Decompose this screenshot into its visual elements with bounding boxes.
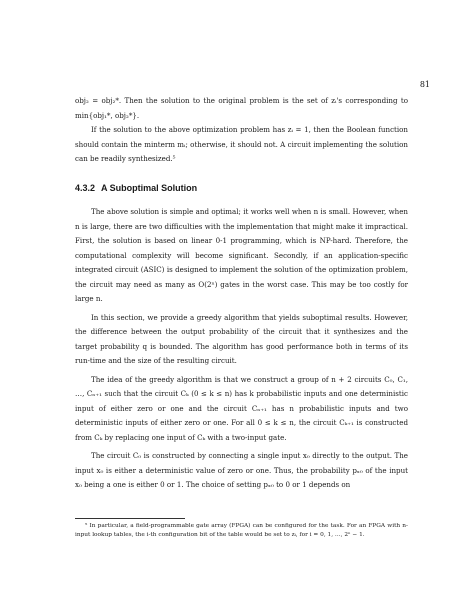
footnote: ⁵ In particular, a field-programmable gate array (FPGA) can be configured for the task. For an FPGA with n-input lookup tables, the i-th configuration bit of the table would be set to zᵢ, for i = 0, 1, …, 2ⁿ − 1. [75, 523, 408, 538]
paragraph-boolean-function: If the solution to the above optimization problem has zᵢ = 1, then the Boolean function should contain the minterm mᵢ; otherwise, it should not. A circuit implementing the solution can be readily synthesized.⁵ [75, 125, 408, 163]
paragraph-difficulties: The above solution is simple and optimal; it works well when n is small. However, when n is large, there are two difficulties with the implementation that might make it impractical. First, the solution is based on linear 0-1 programming, which is NP-hard. Therefore, the computational complexity will become significant. Secondly, if an application-specific integrated circuit (ASIC) is designed to implement the solution of the optimization problem, the circuit may need as many as O(2ⁿ) gates in the worst case. This may be too costly for large n. [75, 207, 408, 303]
section-number: 4.3.2 [75, 182, 96, 193]
page-number: 81 [419, 80, 430, 89]
section-title: A Suboptimal Solution [101, 182, 198, 193]
paragraph-continuation: obj₂ = obj₂*. Then the solution to the original problem is the set of zᵢ's corresponding to min{obj₁*, obj₂*}. [75, 96, 408, 120]
paragraph-greedy-intro: In this section, we provide a greedy algorithm that yields suboptimal results. However, the difference between the output probability of the circuit that it synthesizes and the target probability q is bounded. The algorithm has good performance both in terms of its run-time and the size of the resulting circuit. [75, 312, 408, 365]
page-body [75, 94, 408, 493]
paragraph-circuit-c0: The circuit C₀ is constructed by connecting a single input x₀ directly to the output. The input x₀ is either a deterministic value of zero or one. Thus, the probability pₓ₀ of the input x₀ being a one is either 0 or 1. The choice of setting pₓ₀ to 0 or 1 depends on [75, 451, 408, 489]
paragraph-greedy-idea: The idea of the greedy algorithm is that we construct a group of n + 2 circuits C₀, C₁, …, Cₙ₊₁ such that the circuit Cₖ (0 ≤ k ≤ n) has k probabilistic inputs and one deterministic input of either zero or one and the circuit Cₙ₊₁ has n probabilistic inputs and two deterministic inputs of either zero or one. For all 0 ≤ k ≤ n, the circuit Cₖ₊₁ is constructed from Cₖ by replacing one input of Cₖ with a two-input gate. [75, 374, 408, 442]
section-heading [75, 181, 408, 196]
footnote-rule [75, 518, 185, 519]
